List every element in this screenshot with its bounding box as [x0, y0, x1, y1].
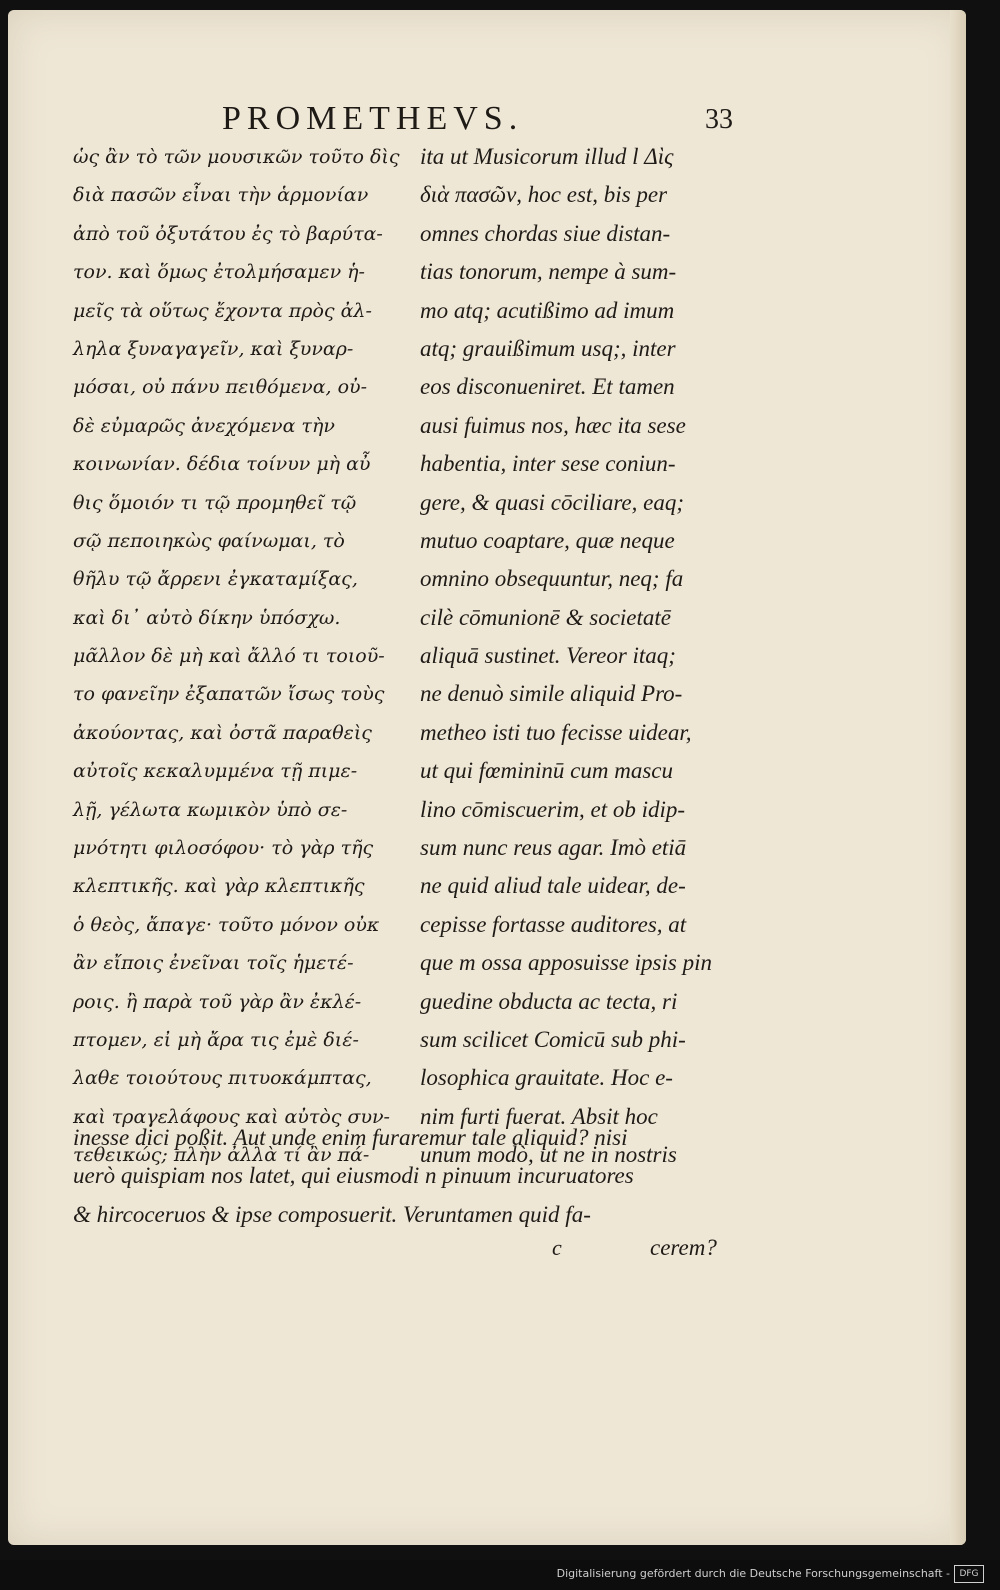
- latin-line: tias tonorum, nempe à sum-: [420, 259, 677, 285]
- full-width-line: uerò quispiam nos latet, qui eiusmodi n pinuum incuruatores: [73, 1163, 634, 1189]
- greek-line: θῆλυ τῷ ἄρρενι ἐγκαταμίξας,: [73, 568, 358, 591]
- latin-line: ausi fuimus nos, hæc ita sese: [420, 412, 686, 438]
- latin-line: unum modò, ut ne in nostris: [420, 1142, 677, 1168]
- latin-line: habentia, inter sese coniun-: [420, 451, 676, 477]
- latin-line: ita ut Musicorum illud l Δὶς: [420, 144, 674, 169]
- latin-line: ut qui fœmininū cum mascu: [420, 758, 673, 784]
- latin-line: gere, & quasi cōciliare, eaq;: [420, 489, 685, 515]
- latin-line: metheo isti tuo fecisse uidear,: [420, 719, 692, 745]
- signature-mark: c: [552, 1235, 562, 1260]
- latin-line: omnino obsequuntur, neq; fa: [420, 566, 684, 592]
- page-number: 33: [705, 104, 733, 135]
- greek-column: [73, 138, 403, 1175]
- greek-line: το φανεῖην ἐξαπατῶν ἴσως τοὺς: [73, 683, 385, 706]
- page-edge: [950, 10, 966, 1545]
- latin-line: lino cōmiscuerim, et ob idip-: [420, 796, 686, 822]
- greek-line: δὲ εὐμαρῶς ἀνεχόμενα τὴν: [73, 414, 335, 437]
- latin-line: mutuo coaptare, quæ neque: [420, 527, 675, 553]
- greek-line: πτομεν, εἰ μὴ ἄρα τις ἐμὲ διέ-: [73, 1028, 359, 1051]
- latin-line: guedine obducta ac tecta, ri: [420, 988, 678, 1014]
- latin-line: cilè cōmunionē & societatē: [420, 604, 672, 630]
- greek-line: κλεπτικῆς. καὶ γὰρ κλεπτικῆς: [73, 875, 365, 898]
- greek-line: ἀπὸ τοῦ ὀξυτάτου ἐς τὸ βαρύτα-: [73, 222, 383, 245]
- latin-line: losophica grauitate. Hoc e-: [420, 1065, 673, 1091]
- greek-line: ληλα ξυναγαγεῖν, καὶ ξυναρ-: [73, 337, 354, 360]
- greek-line: μνότητι φιλοσόφου· τὸ γὰρ τῆς: [73, 837, 374, 860]
- latin-line: que m ossa apposuisse ipsis pin: [420, 950, 712, 976]
- greek-line: μεῖς τὰ οὕτως ἔχοντα πρὸς ἀλ-: [73, 299, 372, 322]
- greek-line: μᾶλλον δὲ μὴ καὶ ἄλλό τι τοιοῦ-: [73, 645, 385, 668]
- running-head: PROMETHEVS.: [222, 100, 524, 137]
- greek-line: αὐτοῖς κεκαλυμμένα τῇ πιμε-: [73, 760, 358, 783]
- greek-line: καὶ τραγελάφους καὶ αὐτὸς συν-: [73, 1105, 390, 1128]
- latin-line: διὰ πασῶν, hoc est, bis per: [420, 182, 668, 208]
- latin-line: aliquā sustinet. Vereor itaq;: [420, 643, 676, 669]
- latin-line: mo atq; acutißimo ad imum: [420, 297, 675, 323]
- greek-line: θις ὅμοιόν τι τῷ προμηθεῖ τῷ: [73, 491, 357, 514]
- latin-line: eos disconueniret. Et tamen: [420, 374, 675, 400]
- latin-line: sum scilicet Comicū sub phi-: [420, 1026, 686, 1052]
- greek-line: τον. καὶ ὅμως ἐτολμήσαμεν ἡ-: [73, 261, 365, 284]
- full-width-line: inesse dici poßit. Aut unde enim furaremur tale aliquid? nisi: [73, 1125, 628, 1150]
- greek-line: λαθε τοιούτους πιτυοκάμπτας,: [73, 1067, 372, 1090]
- full-width-text: [73, 1119, 753, 1234]
- latin-line: nim furti fuerat. Absit hoc: [420, 1103, 658, 1129]
- greek-line: τεθεικώς; πλὴν ἀλλὰ τί ἂν πά-: [73, 1144, 370, 1167]
- latin-line: ne denuò simile aliquid Pro-: [420, 681, 683, 707]
- greek-line: διὰ πασῶν εἶναι τὴν ἁρμονίαν: [73, 184, 369, 207]
- latin-line: cepisse fortasse auditores, at: [420, 911, 687, 937]
- greek-line: ὡς ἂν τὸ τῶν μουσικῶν τοῦτο δὶς: [73, 146, 400, 168]
- greek-line: καὶ δι᾽ αὐτὸ δίκην ὑπόσχω.: [73, 606, 341, 629]
- latin-column: [420, 138, 750, 1175]
- greek-line: ἀκούοντας, καὶ ὀστᾶ παραθεὶς: [73, 721, 372, 744]
- latin-line: ne quid aliud tale uidear, de-: [420, 873, 686, 899]
- latin-line: omnes chordas siue distan-: [420, 220, 671, 246]
- catchword: cerem?: [650, 1235, 717, 1260]
- greek-line: κοινωνίαν. δέδια τοίνυν μὴ αὖ: [73, 453, 371, 476]
- greek-line: ροις. ἢ παρὰ τοῦ γὰρ ἂν ἐκλέ-: [73, 990, 362, 1013]
- latin-line: sum nunc reus agar. Imò etiā: [420, 835, 687, 861]
- greek-line: μόσαι, οὐ πάνυ πειθόμενα, οὐ-: [73, 376, 368, 399]
- greek-line: ἂν εἴποις ἐνεῖναι τοῖς ἡμετέ-: [73, 952, 354, 975]
- footer-credit: Digitalisierung gefördert durch die Deutsche Forschungsgemeinschaft -: [556, 1567, 950, 1580]
- dfg-logo-icon: DFG: [954, 1565, 984, 1583]
- full-width-line: & hircoceruos & ipse composuerit. Veruntamen quid fa-: [73, 1201, 591, 1227]
- greek-line: λῇ, γέλωτα κωμικὸν ὑπὸ σε-: [73, 798, 348, 821]
- greek-line: σῷ πεποιηκὼς φαίνωμαι, τὸ: [73, 529, 345, 552]
- greek-line: ὁ θεὸς, ἄπαγε· τοῦτο μόνον οὐκ: [73, 913, 380, 936]
- latin-line: atq; grauißimum usq;, inter: [420, 335, 676, 361]
